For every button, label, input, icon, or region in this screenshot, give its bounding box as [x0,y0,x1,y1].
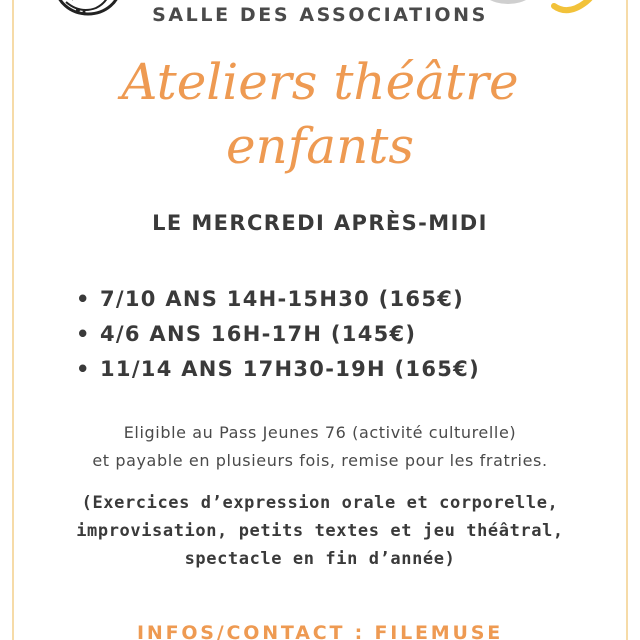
pass-line-2: et payable en plusieurs fois, remise pour les fratries. [92,451,548,470]
bullet-icon: • [76,357,91,381]
list-item [76,317,480,352]
bullet-icon: • [76,287,91,311]
pass-info [0,419,640,475]
title-line-1: Ateliers théâtre [121,53,519,111]
contact-info: INFOS/CONTACT : FILEMUSE [137,622,503,640]
title-line-2: enfants [225,117,415,175]
session-text: 7/10 ANS 14H-15H30 (165€) [100,287,465,311]
pass-line-1: Eligible au Pass Jeunes 76 (activité culturelle) [123,423,517,442]
schedule-heading: LE MERCREDI APRÈS-MIDI [152,211,488,235]
description-line-1: (Exercices d’expression orale et corporelle, [81,493,559,513]
session-text: 4/6 ANS 16H-17H (145€) [100,322,417,346]
flyer-title [0,50,640,178]
venue-name: SALLE DES ASSOCIATIONS [152,4,488,26]
session-text: 11/14 ANS 17H30-19H (165€) [100,357,480,381]
list-item [76,352,480,387]
bullet-icon: • [76,322,91,346]
list-item [76,282,480,317]
sessions-list [76,282,480,387]
description-line-3: spectacle en fin d’année) [184,549,456,569]
description-line-2: improvisation, petits textes et jeu théâtral, [76,521,564,541]
activity-description [0,489,640,573]
